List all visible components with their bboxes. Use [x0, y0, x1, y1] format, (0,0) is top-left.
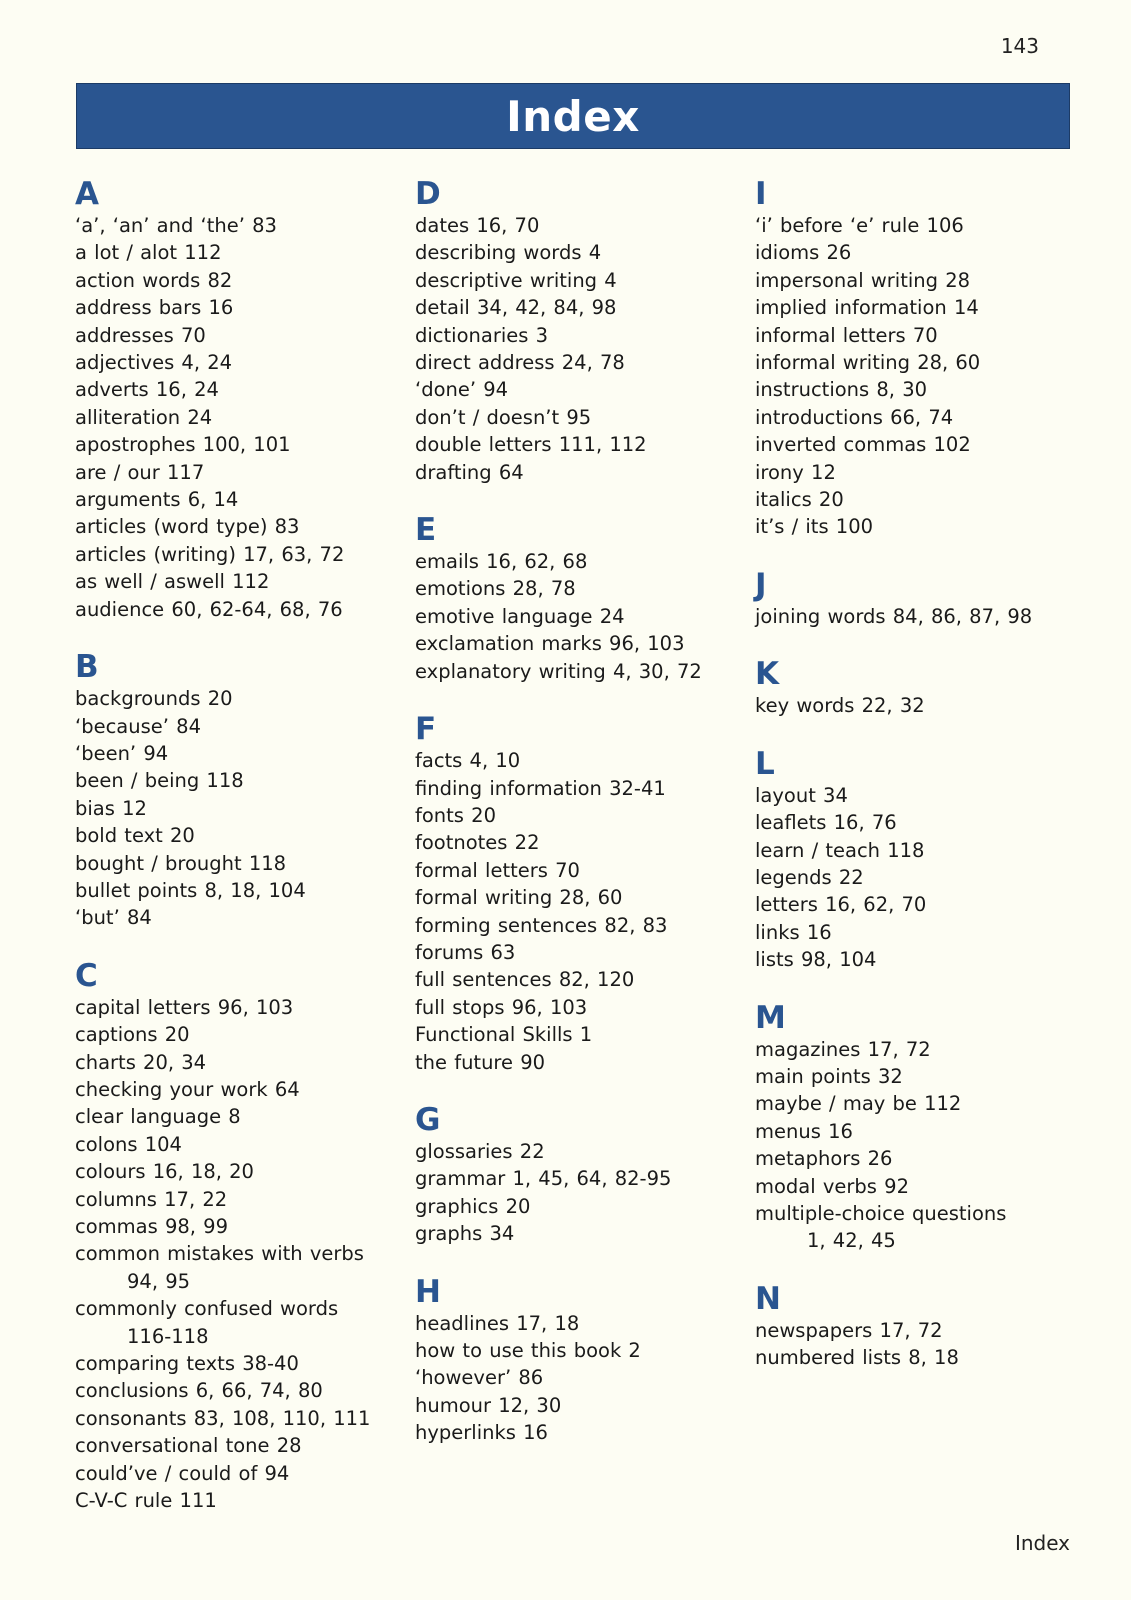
index-entry: descriptive writing 4: [415, 268, 617, 292]
index-entry: captions 20: [75, 1023, 190, 1047]
index-entry: implied information 14: [755, 296, 979, 320]
index-entry: ‘but’ 84: [75, 906, 152, 930]
index-entry: address bars 16: [75, 296, 234, 320]
section-letter: H: [415, 1273, 441, 1310]
index-entry: maybe / may be 112: [755, 1092, 962, 1116]
index-section-m: [755, 1000, 1085, 1255]
index-entry: comparing texts 38-40: [75, 1352, 299, 1376]
section-letter: F: [415, 711, 437, 748]
index-entry: modal verbs 92: [755, 1174, 909, 1198]
index-entry: numbered lists 8, 18: [755, 1346, 959, 1370]
index-section-h: [415, 1274, 755, 1447]
index-entry: a lot / alot 112: [75, 241, 222, 265]
index-entry: leaflets 16, 76: [755, 811, 897, 835]
index-entry: emotive language 24: [415, 604, 625, 628]
index-entry: alliteration 24: [75, 405, 213, 429]
index-entry: links 16: [755, 920, 832, 944]
index-entry: C-V-C rule 111: [75, 1489, 217, 1513]
index-entry: how to use this book 2: [415, 1339, 641, 1362]
index-entry: ‘been’ 94: [75, 741, 169, 765]
index-section-c: [75, 958, 415, 1515]
index-entry: idioms 26: [755, 241, 852, 265]
index-entry: finding information 32-41: [415, 776, 666, 800]
index-entry: grammar 1, 45, 64, 82-95: [415, 1167, 672, 1191]
section-letter: B: [75, 649, 99, 686]
index-section-b: [75, 649, 415, 932]
index-section-n: [755, 1281, 1085, 1372]
index-entry: describing words 4: [415, 241, 602, 265]
index-entry: introductions 66, 74: [755, 405, 954, 429]
index-section-f: [415, 711, 755, 1076]
index-entry: dictionaries 3: [415, 323, 549, 347]
index-entry: humour 12, 30: [415, 1393, 562, 1417]
section-letter: M: [755, 999, 786, 1036]
index-entry: clear language 8: [75, 1105, 241, 1129]
index-entry: headlines 17, 18: [415, 1311, 580, 1335]
index-entry: backgrounds 20: [75, 687, 233, 711]
index-entry-continuation: 1, 42, 45: [807, 1229, 896, 1253]
index-entry: key words 22, 32: [755, 694, 925, 718]
index-entry: capital letters 96, 103: [75, 995, 294, 1019]
index-entry: joining words 84, 86, 87, 98: [755, 604, 1033, 628]
index-entry: ‘i’ before ‘e’ rule 106: [755, 214, 964, 237]
index-entry: don’t / doesn’t 95: [415, 405, 592, 429]
index-entry: bullet points 8, 18, 104: [75, 878, 306, 902]
index-entry: letters 16, 62, 70: [755, 893, 927, 917]
section-letter: K: [755, 656, 780, 693]
index-entry-continuation: 116-118: [127, 1324, 209, 1348]
index-entry: informal writing 28, 60: [755, 351, 981, 375]
index-entry: double letters 111, 112: [415, 433, 647, 457]
index-entry: forums 63: [415, 940, 516, 964]
section-letter: G: [415, 1101, 441, 1138]
index-section-a: [75, 176, 415, 623]
index-entry: commas 98, 99: [75, 1215, 228, 1238]
index-entry: charts 20, 34: [75, 1050, 207, 1074]
section-letter: J: [755, 566, 767, 603]
index-entry: consonants 83, 108, 110, 111: [75, 1406, 371, 1430]
index-entry: audience 60, 62-64, 68, 76: [75, 597, 343, 621]
page-title: Index: [506, 91, 640, 141]
index-entry: drafting 64: [415, 460, 524, 484]
section-letter: I: [755, 176, 767, 212]
index-entry: irony 12: [755, 460, 836, 484]
index-entry: ‘because’ 84: [75, 714, 201, 738]
index-entry: action words 82: [75, 268, 233, 292]
index-entry: apostrophes 100, 101: [75, 433, 291, 457]
index-entry: formal letters 70: [415, 858, 580, 882]
index-section-e: [415, 512, 755, 685]
index-entry: layout 34: [755, 783, 848, 807]
index-entry: legends 22: [755, 865, 864, 889]
index-entry: ‘a’, ‘an’ and ‘the’ 83: [75, 214, 277, 237]
index-entry: addresses 70: [75, 323, 206, 347]
index-entry: explanatory writing 4, 30, 72: [415, 659, 702, 683]
index-entry: bold text 20: [75, 824, 195, 848]
index-entry: direct address 24, 78: [415, 351, 625, 375]
index-entry: menus 16: [755, 1119, 853, 1143]
index-entry: learn / teach 118: [755, 838, 925, 862]
index-entry: forming sentences 82, 83: [415, 913, 668, 937]
index-entry: common mistakes with verbs: [75, 1242, 364, 1266]
index-entry: ‘done’ 94: [415, 378, 509, 402]
index-entry: informal letters 70: [755, 323, 938, 347]
index-entry: newspapers 17, 72: [755, 1318, 943, 1342]
index-banner: [76, 83, 1070, 149]
section-letter: N: [755, 1280, 781, 1317]
index-section-l: [755, 746, 1085, 974]
index-entry: bought / brought 118: [75, 851, 287, 875]
index-entry: conversational tone 28: [75, 1434, 302, 1458]
index-entry: fonts 20: [415, 803, 496, 827]
index-entry: emotions 28, 78: [415, 577, 576, 601]
index-entry: main points 32: [755, 1064, 903, 1088]
index-entry: Functional Skills 1: [415, 1023, 593, 1047]
index-entry: full stops 96, 103: [415, 995, 588, 1019]
index-section-g: [415, 1102, 755, 1248]
index-entry: formal writing 28, 60: [415, 886, 623, 910]
index-entry: facts 4, 10: [415, 749, 521, 773]
index-entry: metaphors 26: [755, 1147, 893, 1171]
index-section-j: [755, 567, 1085, 630]
index-entry: checking your work 64: [75, 1077, 300, 1101]
index-entry: adjectives 4, 24: [75, 351, 233, 375]
index-entry: inverted commas 102: [755, 433, 971, 457]
index-entry: impersonal writing 28: [755, 268, 971, 292]
index-entry: conclusions 6, 66, 74, 80: [75, 1379, 323, 1403]
index-entry: colons 104: [75, 1132, 182, 1156]
index-section-d: [415, 176, 755, 486]
index-entry: arguments 6, 14: [75, 488, 239, 512]
index-entry: glossaries 22: [415, 1139, 545, 1163]
index-entry: commonly confused words: [75, 1297, 339, 1321]
index-section-k: [755, 656, 1085, 719]
index-entry: footnotes 22: [415, 831, 540, 855]
index-entry: detail 34, 42, 84, 98: [415, 296, 617, 320]
index-entry: emails 16, 62, 68: [415, 550, 588, 574]
index-columns: [75, 176, 1085, 1540]
index-entry: could’ve / could of 94: [75, 1461, 290, 1485]
index-entry: dates 16, 70: [415, 214, 540, 237]
index-entry: full sentences 82, 120: [415, 968, 635, 992]
section-letter: D: [415, 176, 441, 212]
index-column: [755, 176, 1085, 1540]
index-entry: graphs 34: [415, 1222, 515, 1246]
index-entry: instructions 8, 30: [755, 378, 928, 402]
index-entry: italics 20: [755, 488, 844, 512]
index-entry: are / our 117: [75, 460, 205, 484]
index-entry: multiple-choice questions: [755, 1201, 1007, 1225]
index-entry: exclamation marks 96, 103: [415, 632, 685, 656]
section-letter: C: [75, 957, 98, 994]
index-entry: articles (word type) 83: [75, 515, 300, 539]
index-entry: colours 16, 18, 20: [75, 1160, 254, 1184]
footer-label: Index: [1014, 1531, 1070, 1555]
index-entry: columns 17, 22: [75, 1187, 228, 1211]
index-entry: magazines 17, 72: [755, 1037, 931, 1061]
index-entry: lists 98, 104: [755, 948, 877, 972]
index-entry: it’s / its 100: [755, 515, 874, 539]
index-entry: the future 90: [415, 1050, 546, 1074]
section-letter: L: [755, 745, 775, 782]
index-entry-continuation: 94, 95: [127, 1269, 191, 1293]
index-entry: ‘however’ 86: [415, 1366, 544, 1390]
index-column: [415, 176, 755, 1540]
index-entry: articles (writing) 17, 63, 72: [75, 542, 345, 566]
index-column: [75, 176, 415, 1540]
index-entry: been / being 118: [75, 769, 244, 793]
page-number: 143: [1000, 34, 1039, 58]
section-letter: E: [415, 512, 437, 549]
index-entry: adverts 16, 24: [75, 378, 219, 402]
index-entry: graphics 20: [415, 1194, 531, 1218]
index-entry: as well / aswell 112: [75, 570, 270, 594]
section-letter: A: [75, 176, 99, 212]
index-entry: bias 12: [75, 796, 147, 820]
index-section-i: [755, 176, 1085, 541]
index-entry: hyperlinks 16: [415, 1421, 548, 1445]
